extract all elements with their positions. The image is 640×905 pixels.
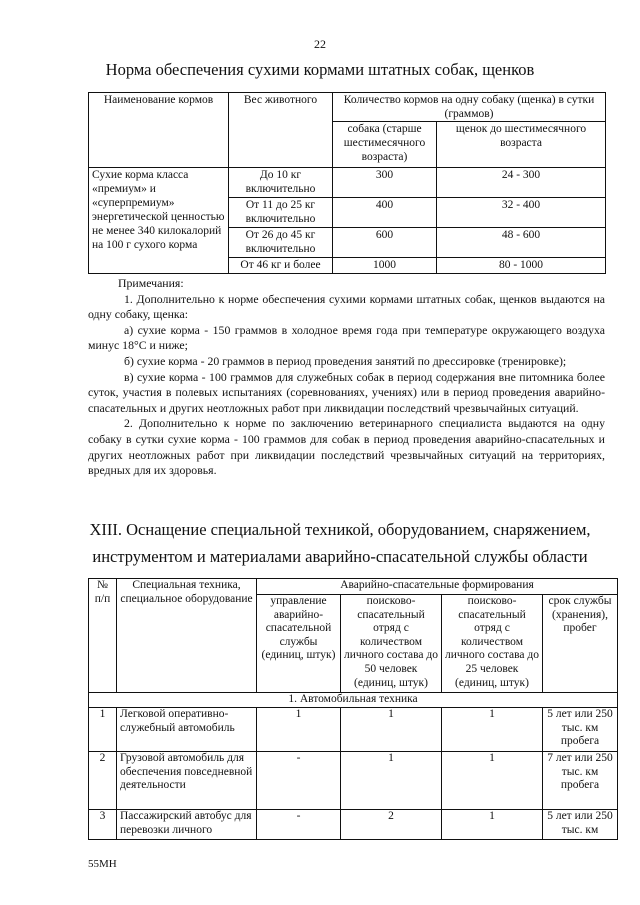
header-team-25: поисково-спасательный отряд с количеством личного состава до 25 человек (единиц, штук): [442, 595, 543, 693]
dog-cell: 1000: [333, 258, 437, 274]
header-puppy: щенок до шестимесячного возраста: [437, 122, 606, 168]
management-qty: -: [257, 752, 341, 810]
team-25-qty: 1: [442, 810, 543, 840]
header-formations: Аварийно-спасательные формирования: [257, 579, 618, 595]
header-equipment: Специальная техника, специальное оборудование: [117, 579, 257, 693]
team-50-qty: 1: [341, 708, 442, 752]
table-row: [89, 752, 618, 810]
row-num: 1: [89, 708, 117, 752]
notes-block: [88, 276, 605, 479]
management-qty: -: [257, 810, 341, 840]
header-management: управление аварийно-спасательной службы (единиц, штук): [257, 595, 341, 693]
note-1a: а) сухие корма - 150 граммов в холодное время года при температуре окружающего воздуха минус 18°С и ниже;: [88, 322, 605, 353]
team-50-qty: 1: [341, 752, 442, 810]
header-dog: собака (старше шестимесячного возраста): [333, 122, 437, 168]
weight-cell: От 46 кг и более: [229, 258, 333, 274]
header-team-50: поисково-спасательный отряд с количеством личного состава до 50 человек (единиц, штук): [341, 595, 442, 693]
puppy-cell: 24 - 300: [437, 168, 606, 198]
header-row: [89, 579, 618, 595]
weight-cell: От 11 до 25 кг включительно: [229, 198, 333, 228]
service-life: 5 лет или 250 тыс. км: [543, 810, 618, 840]
row-num: 2: [89, 752, 117, 810]
puppy-cell: 48 - 600: [437, 228, 606, 258]
row-num: 3: [89, 810, 117, 840]
equipment-table: [88, 578, 618, 840]
page-number: 22: [314, 37, 326, 51]
management-qty: 1: [257, 708, 341, 752]
header-quantity: Количество кормов на одну собаку (щенка) в сутки (граммов): [333, 93, 606, 122]
weight-cell: До 10 кг включительно: [229, 168, 333, 198]
table-row: [89, 168, 606, 198]
equipment-name: Грузовой автомобиль для обеспечения повседневной деятельности: [117, 752, 257, 810]
equipment-name: Легковой оперативно-служебный автомобиль: [117, 708, 257, 752]
table-row: [89, 810, 618, 840]
feed-norm-table: [88, 92, 606, 274]
team-25-qty: 1: [442, 708, 543, 752]
note-1b: б) сухие корма - 20 граммов в период проведения занятий по дрессировке (тренировке);: [124, 353, 567, 368]
note-2: 2. Дополнительно к норме по заключению ветеринарного специалиста выдаются на одну собаку в сутки сухие корма - 100 граммов для собак в период проведения аварийно-спасательных и других неотложных работ при ликвидации последствий чрезвычайных ситуаций на территориях, вредных для их здоровья.: [88, 416, 605, 478]
feed-name-cell: Сухие корма класса «премиум» и «суперпремиум» энергетической ценностью не менее 340 килокалорий на 100 г сухого корма: [89, 168, 229, 274]
section-xiii-title: XIII. Оснащение специальной техникой, оборудованием, снаряжением, инструментом и материалами аварийно-спасательной службы области: [89, 520, 591, 566]
header-row: [89, 93, 606, 122]
notes-header: Примечания:: [118, 276, 184, 290]
team-50-qty: 2: [341, 810, 442, 840]
table-row: [89, 708, 618, 752]
document-code: 55МН: [88, 858, 117, 870]
puppy-cell: 80 - 1000: [437, 258, 606, 274]
header-weight: Вес животного: [229, 93, 333, 168]
dog-cell: 600: [333, 228, 437, 258]
header-feed-name: Наименование кормов: [89, 93, 229, 168]
header-num: № п/п: [89, 579, 117, 693]
note-1: 1. Дополнительно к норме обеспечения сухими кормами штатных собак, щенков выдаются на одну собаку, щенка:: [88, 291, 605, 322]
service-life: 7 лет или 250 тыс. км пробега: [543, 752, 618, 810]
dog-cell: 300: [333, 168, 437, 198]
feed-norm-title: Норма обеспечения сухими кормами штатных собак, щенков: [105, 60, 535, 79]
note-1c: в) сухие корма - 100 граммов для служебных собак в период содержания вне питомника более суток, участия в полевых испытаниях (соревнованиях, учениях) или в период проведения аварийно-спасательных и других неотложных работ при ликвидации последствий чрезвычайных ситуаций.: [88, 369, 605, 415]
subsection-row: [89, 693, 618, 708]
team-25-qty: 1: [442, 752, 543, 810]
equipment-name: Пассажирский автобус для перевозки личного: [117, 810, 257, 840]
dog-cell: 400: [333, 198, 437, 228]
weight-cell: От 26 до 45 кг включительно: [229, 228, 333, 258]
puppy-cell: 32 - 400: [437, 198, 606, 228]
subsection-auto: 1. Автомобильная техника: [89, 693, 618, 708]
header-service-life: срок службы (хранения), пробег: [543, 595, 618, 693]
service-life: 5 лет или 250 тыс. км пробега: [543, 708, 618, 752]
